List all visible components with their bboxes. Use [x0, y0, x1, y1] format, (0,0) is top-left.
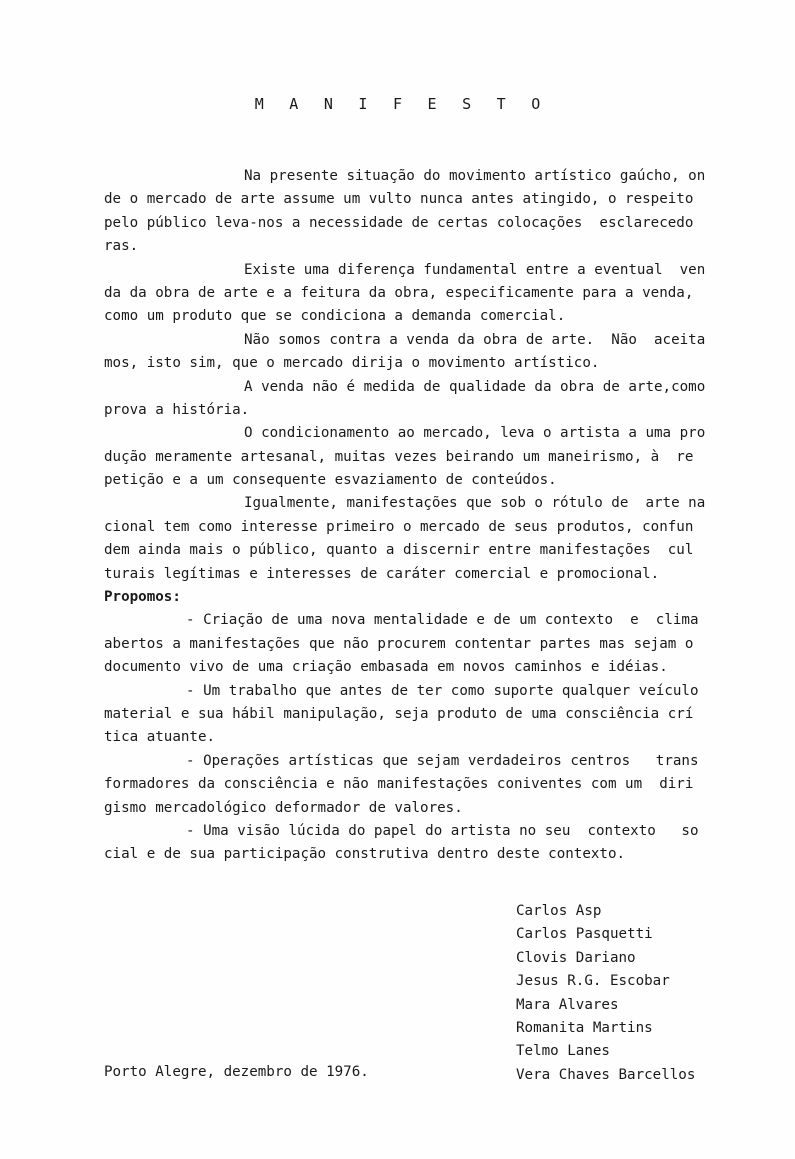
text-line: cional tem como interesse primeiro o mercado de seus produtos, confun: [104, 518, 694, 535]
signatory-name: Romanita Martins: [516, 1019, 653, 1036]
text-line: como um produto que se condiciona a demanda comercial.: [104, 308, 566, 325]
text-line: - Uma visão lúcida do papel do artista no seu contexto so: [186, 822, 699, 839]
text-line: tica atuante.: [104, 729, 216, 746]
text-line: formadores da consciência e não manifestações coniventes com um diri: [104, 776, 694, 793]
text-line: A venda não é medida de qualidade da obra de arte,como: [244, 378, 706, 395]
signatory-name: Telmo Lanes: [516, 1043, 610, 1060]
text-line: - Um trabalho que antes de ter como suporte qualquer veículo: [186, 682, 699, 699]
signatories-list: [516, 900, 695, 1087]
text-line: Na presente situação do movimento artístico gaúcho, on: [244, 168, 706, 184]
text-line: prova a história.: [104, 401, 250, 418]
text-line: documento vivo de uma criação embasada em novos caminhos e idéias.: [104, 659, 668, 676]
text-line: material e sua hábil manipulação, seja produto de uma consciência crí: [104, 705, 694, 722]
manifesto-body: [104, 165, 744, 867]
signatory-name: Vera Chaves Barcellos: [516, 1066, 696, 1083]
text-line: Igualmente, manifestações que sob o rótulo de arte na: [244, 495, 706, 512]
text-line: ras.: [104, 238, 139, 255]
text-line: Não somos contra a venda da obra de arte. Não aceita: [244, 331, 706, 348]
signatory-name: Jesus R.G. Escobar: [516, 973, 670, 990]
text-line: - Criação de uma nova mentalidade e de um contexto e clima: [186, 612, 699, 629]
signatory-name: Clovis Dariano: [516, 949, 636, 966]
text-line: turais legítimas e interesses de caráter comercial e promocional.: [104, 565, 660, 582]
proposals-heading: Propomos:: [104, 589, 181, 606]
place-and-date: Porto Alegre, dezembro de 1976.: [104, 1064, 369, 1080]
signatory-name: Carlos Pasquetti: [516, 926, 653, 943]
document-title: M A N I F E S T O: [254, 95, 549, 113]
text-line: dem ainda mais o público, quanto a discernir entre manifestações cul: [104, 542, 694, 559]
text-line: cial e de sua participação construtiva dentro deste contexto.: [104, 846, 626, 863]
text-line: - Operações artísticas que sejam verdadeiros centros trans: [186, 752, 699, 769]
text-line: Existe uma diferença fundamental entre a eventual ven: [244, 261, 706, 278]
text-line: da da obra de arte e a feitura da obra, especificamente para a venda,: [104, 284, 694, 301]
text-line: pelo público leva-nos a necessidade de certas colocações esclarecedo: [104, 214, 694, 231]
text-line: dução meramente artesanal, muitas vezes beirando um maneirismo, à re: [104, 448, 694, 465]
signatory-name: Carlos Asp: [516, 903, 602, 919]
text-line: O condicionamento ao mercado, leva o artista a uma pro: [244, 425, 706, 442]
text-line: abertos a manifestações que não procurem contentar partes mas sejam o: [104, 635, 694, 652]
text-line: gismo mercadológico deformador de valores.: [104, 799, 463, 816]
text-line: de o mercado de arte assume um vulto nunca antes atingido, o respeito: [104, 191, 694, 208]
text-line: mos, isto sim, que o mercado dirija o movimento artístico.: [104, 355, 600, 372]
signatory-name: Mara Alvares: [516, 996, 619, 1013]
text-line: petição e a um consequente esvaziamento de conteúdos.: [104, 472, 557, 489]
